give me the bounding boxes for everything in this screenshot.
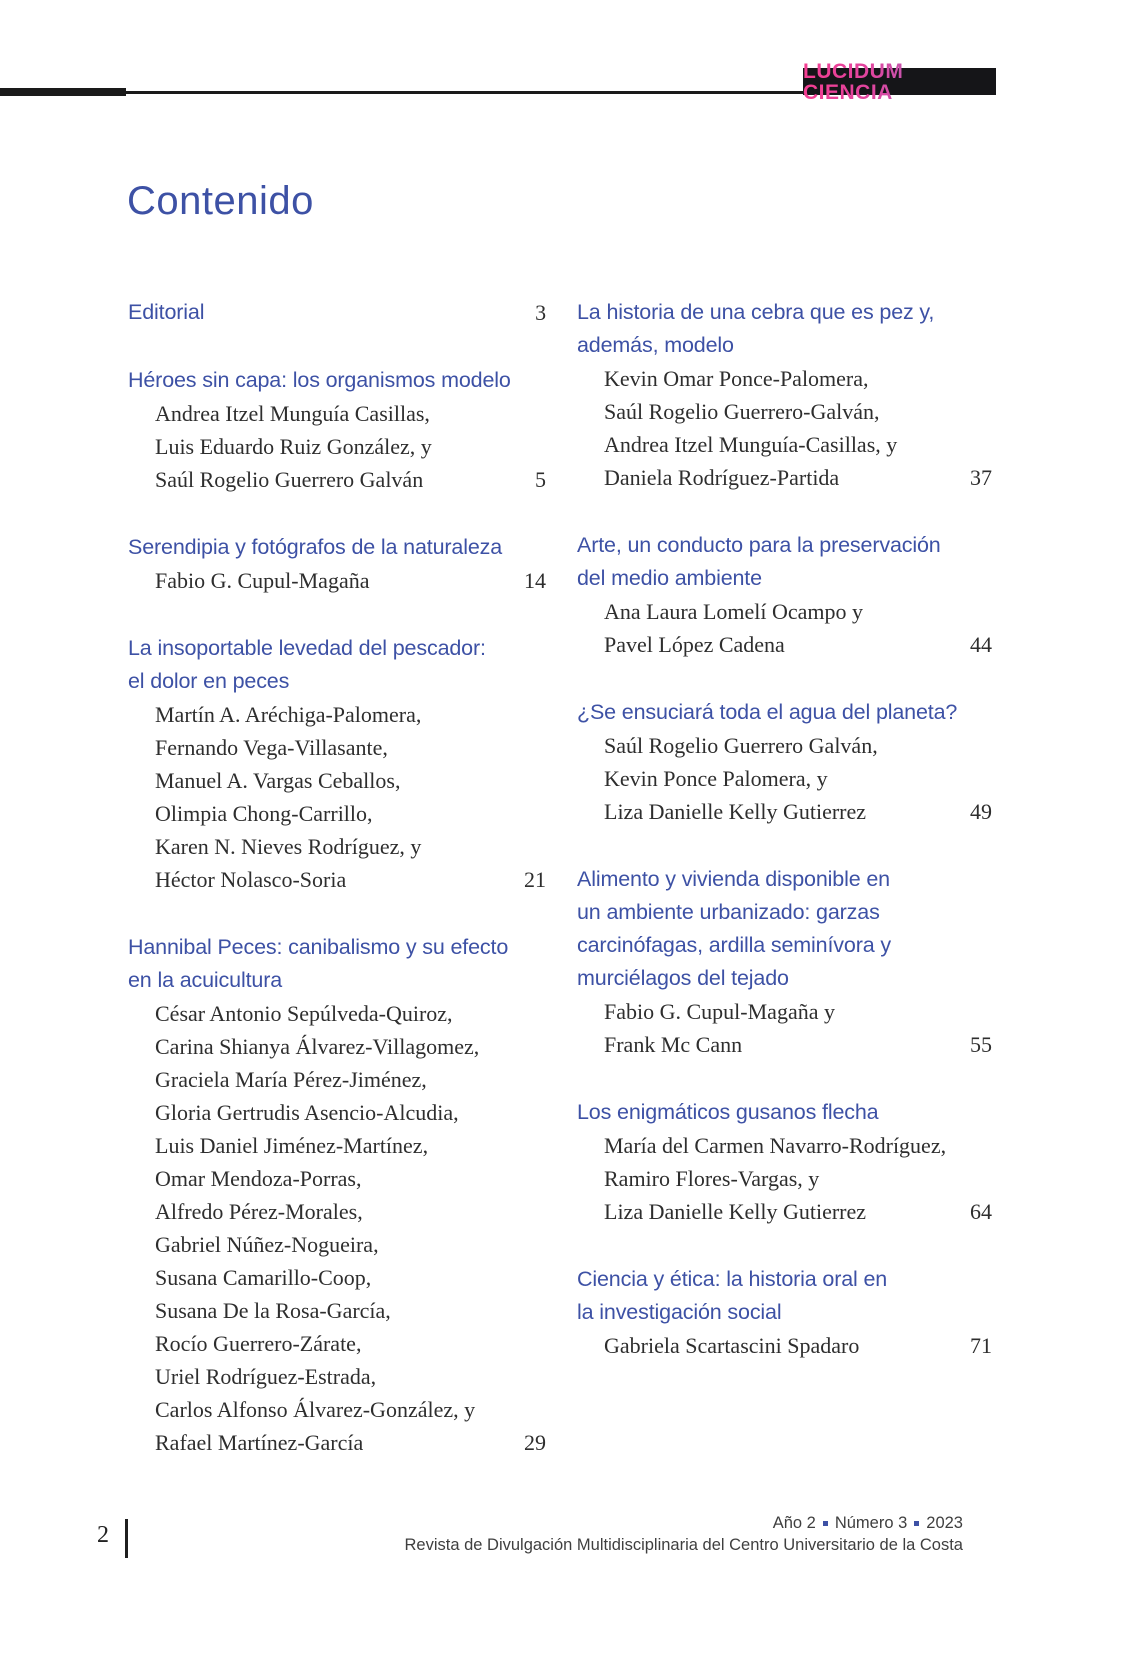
toc-entry-author-line [128, 1030, 546, 1063]
toc-page-number: 49 [970, 799, 992, 824]
header-thin-rule [126, 91, 803, 94]
toc-column-right [577, 296, 992, 1397]
toc-entry-author-line [577, 628, 992, 661]
toc-entry-title-line [128, 296, 546, 329]
toc-entry-author-line [128, 1129, 546, 1162]
toc-entry-title-text: el dolor en peces [128, 669, 290, 693]
toc-entry-author-text: Daniela Rodríguez-Partida [604, 465, 840, 490]
toc-entry-author-text: Susana De la Rosa-García, [155, 1298, 391, 1323]
toc-entry-author-text: Frank Mc Cann [604, 1032, 743, 1057]
toc-entry-title-line [128, 665, 546, 698]
toc-entry-author-text: Andrea Itzel Munguía Casillas, [155, 401, 430, 426]
toc-entry-author-text: Rafael Martínez-García [155, 1430, 364, 1455]
toc-entry-title-text: Editorial [128, 300, 205, 324]
toc-entry-author-text: Ramiro Flores-Vargas, y [604, 1166, 820, 1191]
toc-entry-title-text: Serendipia y fotógrafos de la naturaleza [128, 535, 503, 559]
toc-entry [128, 364, 546, 496]
toc-entry-title-line [577, 863, 992, 896]
toc-page-number: 14 [524, 568, 546, 593]
toc-entry-author-text: Gabriel Núñez-Nogueira, [155, 1232, 379, 1257]
imprint [404, 1512, 963, 1556]
square-bullet-icon [823, 1521, 828, 1526]
toc-column-left [128, 296, 546, 1494]
toc-entry-author-line [128, 1195, 546, 1228]
toc-entry-author-text: Kevin Omar Ponce-Palomera, [604, 366, 869, 391]
lucidum-ciencia-logo [803, 59, 996, 104]
issue-info-part: Año 2 [772, 1514, 816, 1532]
toc-entry-author-line [577, 461, 992, 494]
toc-entry-author-text: Fabio G. Cupul-Magaña y [604, 999, 835, 1024]
toc-page-number: 37 [970, 465, 992, 490]
toc-entry-author-line [128, 997, 546, 1030]
toc-entry-title-text: Héroes sin capa: los organismos modelo [128, 368, 511, 392]
page-title: Contenido [127, 179, 314, 223]
toc-entry-author-line [128, 1261, 546, 1294]
toc-entry-author-text: Rocío Guerrero-Zárate, [155, 1331, 362, 1356]
toc-entry [577, 296, 992, 494]
toc-entry-author-line [577, 362, 992, 395]
toc-entry-title-text: Arte, un conducto para la preservación [577, 533, 941, 557]
toc-entry-author-line [128, 1393, 546, 1426]
toc-entry-title-text: Alimento y vivienda disponible en [577, 867, 890, 891]
toc-entry-title-line [577, 929, 992, 962]
toc-entry-author-line [128, 1294, 546, 1327]
toc-entry-title-text: un ambiente urbanizado: garzas [577, 900, 880, 924]
toc-entry-author-line [128, 1327, 546, 1360]
toc-entry-title-text: Hannibal Peces: canibalismo y su efecto [128, 935, 509, 959]
square-bullet-icon [914, 1521, 919, 1526]
toc-entry-author-line [128, 1096, 546, 1129]
toc-page-number: 21 [524, 867, 546, 892]
toc-entry-author-text: Fabio G. Cupul-Magaña [155, 568, 370, 593]
toc-entry-title-text: Ciencia y ética: la historia oral en [577, 1267, 888, 1291]
toc-entry-author-line [577, 1129, 992, 1162]
toc-entry-author-line [128, 1162, 546, 1195]
toc-entry-author-text: Pavel López Cadena [604, 632, 785, 657]
toc-entry-title-line [128, 632, 546, 665]
toc-entry-author-line [577, 595, 992, 628]
toc-entry-author-line [577, 1195, 992, 1228]
toc-entry-author-text: Liza Danielle Kelly Gutierrez [604, 1199, 867, 1224]
toc-entry [128, 931, 546, 1459]
toc-entry [128, 632, 546, 896]
toc-page-number: 64 [970, 1199, 992, 1224]
toc-page-number: 29 [524, 1430, 546, 1455]
toc-entry-title-text: murciélagos del tejado [577, 966, 789, 990]
issue-info-line [404, 1512, 963, 1534]
toc-entry-title-text: en la acuicultura [128, 968, 283, 992]
toc-entry-author-text: Luis Eduardo Ruiz González, y [155, 434, 432, 459]
toc-entry-author-text: Karen N. Nieves Rodríguez, y [155, 834, 422, 859]
toc-entry-author-line [577, 1028, 992, 1061]
toc-entry-title-text: La historia de una cebra que es pez y, [577, 300, 935, 324]
toc-entry-author-text: Graciela María Pérez-Jiménez, [155, 1067, 427, 1092]
toc-entry-author-text: Olimpia Chong-Carrillo, [155, 801, 373, 826]
toc-entry-author-text: Uriel Rodríguez-Estrada, [155, 1364, 377, 1389]
toc-entry-author-line [128, 830, 546, 863]
toc-entry-title-line [577, 529, 992, 562]
toc-entry-author-line [128, 1228, 546, 1261]
toc-entry-title-line [128, 531, 546, 564]
toc-entry-author-text: Martín A. Aréchiga-Palomera, [155, 702, 422, 727]
toc-entry-author-text: Susana Camarillo-Coop, [155, 1265, 372, 1290]
toc-entry-title-line [577, 896, 992, 929]
toc-entry-author-line [128, 397, 546, 430]
toc-entry-author-line [577, 395, 992, 428]
toc-entry-title-text: además, modelo [577, 333, 734, 357]
toc-entry-author-text: Saúl Rogelio Guerrero Galván, [604, 733, 878, 758]
toc-entry-author-text: Gloria Gertrudis Asencio-Alcudia, [155, 1100, 459, 1125]
toc-entry-author-line [128, 564, 546, 597]
toc-entry-author-text: Héctor Nolasco-Soria [155, 867, 347, 892]
toc-entry-author-line [128, 1063, 546, 1096]
toc-entry-author-line [577, 1162, 992, 1195]
toc-entry-author-text: César Antonio Sepúlveda-Quiroz, [155, 1001, 453, 1026]
toc-entry-title-line [577, 1096, 992, 1129]
toc-page-number: 3 [535, 300, 546, 325]
toc-entry-author-text: Saúl Rogelio Guerrero Galván [155, 467, 424, 492]
toc-entry-title-text: La insoportable levedad del pescador: [128, 636, 486, 660]
toc-entry-title-text: carcinófagas, ardilla seminívora y [577, 933, 891, 957]
toc-entry-title-line [577, 329, 992, 362]
toc-entry-title-line [128, 964, 546, 997]
toc-entry-author-line [128, 863, 546, 896]
toc-entry-author-line [577, 995, 992, 1028]
toc-entry-author-text: Omar Mendoza-Porras, [155, 1166, 362, 1191]
toc-entry-author-text: Saúl Rogelio Guerrero-Galván, [604, 399, 880, 424]
toc-entry-author-line [128, 698, 546, 731]
toc-entry-author-line [128, 463, 546, 496]
toc-page-number: 5 [535, 467, 546, 492]
toc-entry-title-text: la investigación social [577, 1300, 782, 1324]
toc-page-number: 71 [970, 1333, 992, 1358]
toc-entry [577, 696, 992, 828]
folio-page-number: 2 [97, 1522, 109, 1548]
toc-entry-title-line [577, 1263, 992, 1296]
toc-entry-title-line [577, 1296, 992, 1329]
toc-entry-title-line [577, 562, 992, 595]
toc-page-number: 44 [970, 632, 992, 657]
logo-wordmark: LUCIDUM CIENCIA [803, 61, 996, 103]
toc-entry-author-line [577, 1329, 992, 1362]
toc-entry [577, 1263, 992, 1362]
toc-entry-author-text: Gabriela Scartascini Spadaro [604, 1333, 860, 1358]
toc-entry [577, 863, 992, 1061]
header-thick-rule [0, 88, 126, 96]
toc-entry-author-text: Kevin Ponce Palomera, y [604, 766, 828, 791]
toc-entry-author-line [577, 762, 992, 795]
toc-entry [577, 529, 992, 661]
issue-info-part: Número 3 [834, 1514, 908, 1532]
toc-entry-title-line [128, 364, 546, 397]
toc-entry-author-line [577, 795, 992, 828]
toc-entry-title-line [577, 296, 992, 329]
toc-entry-title-line [128, 931, 546, 964]
toc-entry-author-text: Liza Danielle Kelly Gutierrez [604, 799, 867, 824]
toc-page-number: 55 [970, 1032, 992, 1057]
toc-entry-author-text: Andrea Itzel Munguía-Casillas, y [604, 432, 898, 457]
toc-entry-author-text: Carlos Alfonso Álvarez-González, y [155, 1397, 476, 1422]
toc-entry [577, 1096, 992, 1228]
toc-entry-author-line [577, 729, 992, 762]
toc-entry-author-line [128, 1426, 546, 1459]
toc-entry-author-text: Carina Shianya Álvarez-Villagomez, [155, 1034, 480, 1059]
journal-name: Revista de Divulgación Multidisciplinaria del Centro Universitario de la Costa [404, 1536, 963, 1554]
toc-entry-author-line [128, 1360, 546, 1393]
toc-entry-author-text: Luis Daniel Jiménez-Martínez, [155, 1133, 429, 1158]
toc-entry-author-text: Ana Laura Lomelí Ocampo y [604, 599, 864, 624]
toc-entry-author-text: Alfredo Pérez-Morales, [155, 1199, 363, 1224]
toc-entry-title-text: del medio ambiente [577, 566, 762, 590]
toc-entry-title-text: Los enigmáticos gusanos flecha [577, 1100, 879, 1124]
toc-entry-author-line [128, 797, 546, 830]
toc-entry-author-text: María del Carmen Navarro-Rodríguez, [604, 1133, 947, 1158]
toc-entry-author-text: Fernando Vega-Villasante, [155, 735, 388, 760]
toc-entry-author-line [577, 428, 992, 461]
toc-entry [128, 296, 546, 329]
issue-info-part: 2023 [926, 1514, 963, 1532]
toc-entry [128, 531, 546, 597]
toc-entry-title-line [577, 696, 992, 729]
toc-entry-author-line [128, 764, 546, 797]
toc-entry-title-line [577, 962, 992, 995]
toc-entry-author-line [128, 731, 546, 764]
toc-entry-author-text: Manuel A. Vargas Ceballos, [155, 768, 401, 793]
toc-entry-author-line [128, 430, 546, 463]
folio-divider [125, 1519, 128, 1558]
toc-entry-title-text: ¿Se ensuciará toda el agua del planeta? [577, 700, 958, 724]
